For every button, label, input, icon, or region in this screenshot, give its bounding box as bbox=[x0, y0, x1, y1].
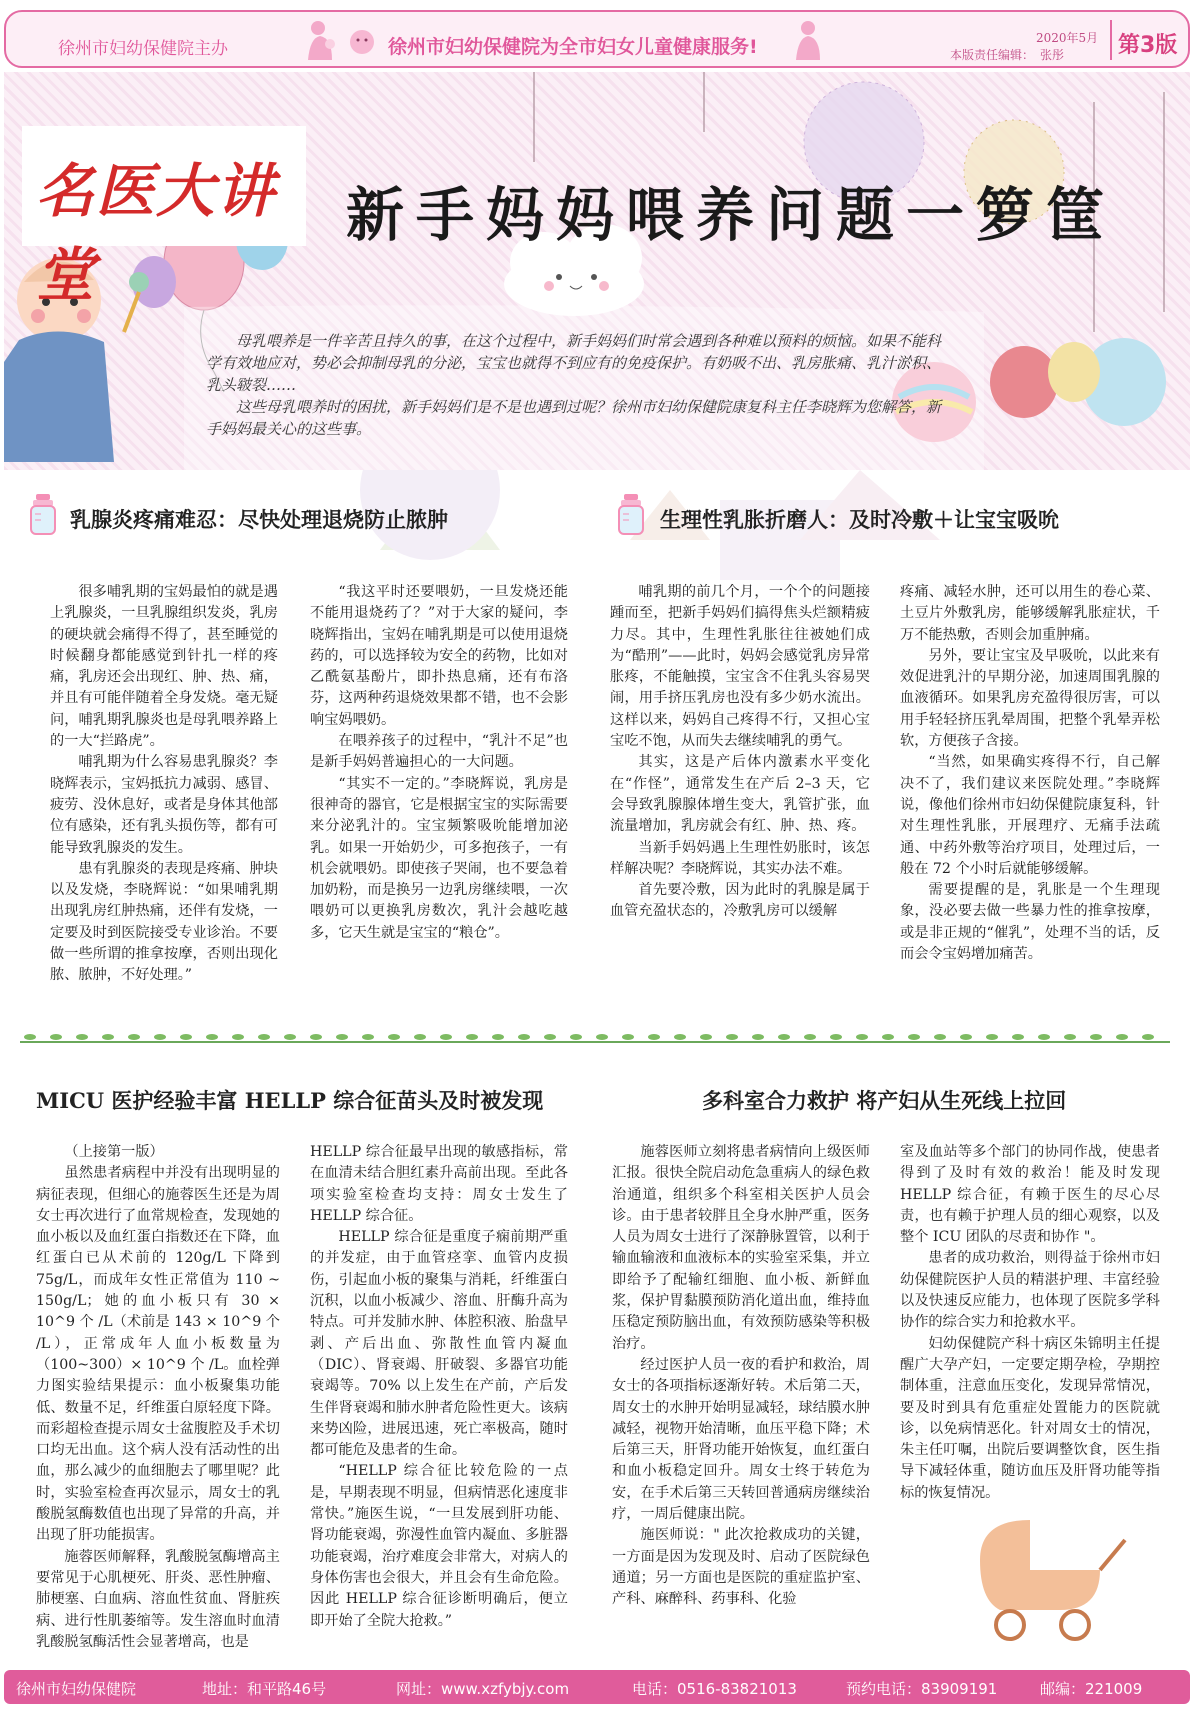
stroller-icon bbox=[960, 1500, 1140, 1650]
paragraph: 很多哺乳期的宝妈最怕的就是遇上乳腺炎，一旦乳腺组织发炎，乳房的硬块就会痛得不得了，甚至睡觉的时候翻身都能感觉到针扎一样的疼痛，乳房还会出现红、肿、热、痛，并且有可能伴随着全身发烧。毫无疑问，哺乳期乳腺炎也是母乳喂养路上的一大“拦路虎”。 bbox=[50, 584, 278, 750]
footer-booking-phone: 预约电话：83909191 bbox=[846, 1680, 998, 1698]
masthead-bar bbox=[4, 10, 1190, 68]
baby-bottle-icon bbox=[614, 492, 648, 536]
mother-baby-icon bbox=[788, 18, 828, 62]
paragraph: 施蓉医师立刻将患者病情向上级医师汇报。很快全院启动危急重病人的绿色救治通道，组织多个科室相关医护人员会诊。由于患者较胖且全身水肿严重，医务人员为周女士进行了深静脉置管，以利于输血输液和血液标本的实验室采集，并立即给予了配输红细胞、血小板、新鲜血浆，保护胃黏膜预防消化道出血，维持血压稳定预防脑出血，有效预防感染等积极治疗。 bbox=[612, 1144, 870, 1352]
paragraph: 需要提醒的是，乳胀是一个生理现象，没必要去做一些暴力性的推拿按摩，或是非正规的“催乳”，处理不当的话，反而会令宝妈增加痛苦。 bbox=[900, 882, 1160, 963]
paragraph: 哺乳期的前几个月，一个个的问题接踵而至，把新手妈妈们搞得焦头烂额精疲力尽。其中，生理性乳胀往往被她们成为“酷刑”——此时，妈妈会感觉乳房异常胀疼，不能触摸，宝宝含不住乳头容易哭闹，用手挤压乳房也没有多少奶水流出。这样以来，妈妈自己疼得不行，又担心宝宝吃不饱，从而失去继续哺乳的勇气。 bbox=[610, 584, 870, 750]
article-column bbox=[36, 1142, 280, 1653]
article-column bbox=[612, 1142, 870, 1611]
footer-address: 地址：和平路46号 bbox=[202, 1680, 327, 1698]
paragraph: 施蓉医师解释，乳酸脱氢酶增高主要常见于心肌梗死、肝炎、恶性肿瘤、肺梗塞、白血病、溶血性贫血、肾脏疾病、进行性肌萎缩等。发生溶血时血清乳酸脱氢酶活性会显著增高，也是 bbox=[36, 1548, 280, 1650]
feature-headline: 新手妈妈喂养问题一箩筐 bbox=[346, 181, 1117, 249]
column-brand-box bbox=[22, 126, 306, 309]
paragraph: 施医师说：" 此次抢救成功的关键，一方面是因为发现及时、启动了医院绿色通道；另一方面也是医院的重症监护室、产科、麻醉科、药事科、化验 bbox=[612, 1527, 870, 1608]
article-column bbox=[900, 582, 1160, 965]
paragraph: “我这平时还要喂奶，一旦发烧还能不能用退烧药了？”对于大家的疑问，李晓辉指出，宝妈在哺乳期是可以使用退烧药的，可以选择较为安全的药物，比如对乙酰氨基酚片，即扑热息痛，还有布洛芬，这两种药退烧效果都不错，也不会影响宝妈喂奶。 bbox=[310, 584, 568, 728]
paragraph: “其实不一定的。”李晓辉说，乳房是很神奇的器官，它是根据宝宝的实际需要来分泌乳汁的。宝宝频繁吸吮能增加泌乳。如果一开始奶少，可多抱孩子，一有机会就喂奶。即使孩子哭闹，也不要急着加奶粉，而是换另一边乳房继续喂，一次喂奶可以更换乳房数次，乳汁会越吃越多，它天生就是宝宝的“粮仓”。 bbox=[310, 775, 568, 941]
feature-banner bbox=[4, 72, 1190, 470]
edition-number: 第3版 bbox=[1118, 33, 1178, 58]
paragraph: 当新手妈妈遇上生理性奶胀时，该怎样解决呢？李晓辉说，其实办法不难。 bbox=[610, 839, 870, 877]
paragraph: “HELLP 综合征比较危险的一点是，早期表现不明显，但病情恶化速度非常快。”施医生说，“一旦发展到肝功能、肾功能衰竭，弥漫性血管内凝血、多脏器功能衰竭，治疗难度会非常大，对病人的身体伤害也会很大，并且会有生命危险。因此 HELLP 综合征诊断明确后，便立即开始了全院大抢救。” bbox=[310, 1463, 568, 1629]
issue-date: 2020年5月 bbox=[1036, 31, 1099, 45]
article-column bbox=[310, 1142, 568, 1632]
paragraph: 其实，这是产后体内激素水平变化在“作怪”，通常发生在产后 2–3 天，它会导致乳腺腺体增生变大，乳管扩张，血流量增加，乳房就会有红、肿、热、疼。 bbox=[610, 754, 870, 835]
section-title: 生理性乳胀折磨人：及时冷敷＋让宝宝吸吮 bbox=[660, 507, 1059, 532]
baby-bottle-icon bbox=[26, 492, 60, 536]
paragraph: 经过医护人员一夜的看护和救治，周女士的各项指标逐渐好转。术后第二天，周女士的水肿开始明显减轻，球结膜水肿减轻，视物开始清晰，血压平稳下降；术后第三天，肝肾功能开始恢复，血红蛋白和血小板稳定回升。周女士终于转危为安，在手术后第三天转回普通病房继续治疗，一周后健康出院。 bbox=[612, 1356, 870, 1523]
intro-paragraph: 母乳喂养是一件辛苦且持久的事，在这个过程中，新手妈妈们时常会遇到各种难以预料的烦恼。如果不能科学有效地应对，势必会抑制母乳的分泌，宝宝也就得不到应有的免疫保护。有奶吸不出、乳房胀痛、乳汁淤积、乳头皲裂…… bbox=[206, 332, 942, 394]
article-column bbox=[50, 582, 278, 987]
host-label: 徐州市妇幼保健院主办 bbox=[58, 39, 228, 59]
section-title: 多科室合力救护 将产妇从生死线上拉回 bbox=[702, 1088, 1067, 1113]
article-column bbox=[310, 582, 568, 944]
paragraph: （上接第一版） bbox=[64, 1144, 164, 1160]
intro-paragraph: 这些母乳喂养时的困扰，新手妈妈们是不是也遇到过呢？徐州市妇幼保健院康复科主任李晓辉为您解答，新手妈妈最关心的这些事。 bbox=[206, 398, 942, 438]
paragraph: 疼痛、减轻水肿，还可以用生的卷心菜、土豆片外敷乳房，能够缓解乳胀症状，千万不能热敷，否则会加重肿痛。 bbox=[900, 584, 1160, 643]
footer-hospital-name: 徐州市妇幼保健院 bbox=[16, 1680, 137, 1698]
paragraph: 虽然患者病程中并没有出现明显的病征表现，但细心的施蓉医生还是为周女士再次进行了血常规检查，发现她的血小板以及血红蛋白指数还在下降，血红蛋白已从术前的 120g/L 下降到 75g/L，而成年女性正常值为 110 ~ 150g/L；她的血小板只有 30 × 10^9 个 /L（术前是 143 × 10^9 个 /L），正常成年人血小板数量为（100~300）× 10^9 个 /L。血栓弹力图实验结果提示：血小板聚集功能低、数量不足，纤维蛋白原轻度下降。而彩超检查提示周女士盆腹腔及手术切口均无出血。这个病人没有活动性的出血，那么减少的血细胞去了哪里呢？此时，实验室检查再次显示，周女士的乳酸脱氢酶数值也出现了异常的升高，并出现了肝功能损害。 bbox=[36, 1165, 280, 1544]
slogan: 徐州市妇幼保健院为全市妇女儿童健康服务! bbox=[388, 36, 758, 58]
paragraph: HELLP 综合征最早出现的敏感指标，常在血清未结合胆红素升高前出现。至此各项实验室检查均支持：周女士发生了 HELLP 综合征。 bbox=[310, 1144, 568, 1224]
article-column bbox=[610, 582, 870, 923]
paragraph: 患有乳腺炎的表现是疼痛、肿块以及发烧，李晓辉说：“如果哺乳期出现乳房红肿热痛，还伴有发烧，一定要及时到医院接受专业诊治。不要做一些所谓的推拿按摩，否则出现化脓、脓肿，不好处理。” bbox=[50, 860, 278, 984]
paragraph: 妇幼保健院产科十病区朱锦明主任提醒广大孕产妇，一定要定期孕检，孕期控制体重，注意血压变化，发现异常情况，要及时到具有危重症处置能力的医院就诊，以免病情恶化。针对周女士的情况，朱主任叮嘱，出院后要调整饮食，医生指导下减轻体重，随访血压及肝肾功能等指标的恢复情况。 bbox=[900, 1335, 1160, 1501]
editor-credit: 本版责任编辑： 张彤 bbox=[950, 48, 1065, 62]
paragraph: 室及血站等多个部门的协同作战，使患者得到了及时有效的救治！能及时发现 HELLP 综合征，有赖于医生的尽心尽责，也有赖于护理人员的细心观察，以及整个 ICU 团队的尽责和协作 "。 bbox=[900, 1144, 1160, 1246]
paragraph: 另外，要让宝宝及早吸吮，以此来有效促进乳汁的早期分泌，加速周围乳腺的血液循环。如果乳房充盈得很厉害，可以用手轻轻挤压乳晕周围，把整个乳晕弄松软，方便孩子含接。 bbox=[900, 647, 1160, 750]
mother-baby-icon bbox=[302, 18, 342, 62]
baby-face-icon bbox=[342, 18, 382, 62]
section-title: MICU 医护经验丰富 HELLP 综合征苗头及时被发现 bbox=[36, 1088, 544, 1113]
divider bbox=[1110, 20, 1112, 60]
article-column bbox=[900, 1142, 1160, 1504]
footer-phone: 电话：0516-83821013 bbox=[632, 1680, 797, 1698]
footer-bar bbox=[4, 1670, 1190, 1704]
paragraph: HELLP 综合征是重度子痫前期严重的并发症，由于血管痉挛、血管内皮损伤，引起血小板的聚集与消耗，纤维蛋白沉积，以血小板减少、溶血、肝酶升高为特点。可并发肺水肿、体腔积液、胎盘早剥、产后出血、弥散性血管内凝血（DIC）、肾衰竭、肝破裂、多器官功能衰竭等。70% 以上发生在产前，产后发生伴肾衰竭和肺水肿者危险性更大。该病来势凶险，进展迅速，死亡率极高，随时都可能危及患者的生命。 bbox=[310, 1229, 568, 1459]
column-name: 名医大讲堂 bbox=[36, 157, 277, 309]
vine-divider bbox=[20, 1030, 1170, 1054]
paragraph: 首先要冷敷，因为此时的乳腺是属于血管充盈状态的，冷敷乳房可以缓解 bbox=[610, 882, 870, 920]
footer-postcode: 邮编：221009 bbox=[1040, 1680, 1143, 1698]
section-title: 乳腺炎疼痛难忍：尽快处理退烧防止脓肿 bbox=[70, 507, 448, 532]
feature-intro bbox=[206, 330, 951, 440]
paragraph: 哺乳期为什么容易患乳腺炎？李晓辉表示，宝妈抵抗力减弱、感冒、疲劳、没休息好，或者是身体其他部位有感染，还有乳头损伤等，都有可能导致乳腺炎的发生。 bbox=[50, 754, 278, 856]
paragraph: 患者的成功救治，则得益于徐州市妇幼保健院医护人员的精湛护理、丰富经验以及快速反应能力，也体现了医院多学科协作的综合实力和抢救水平。 bbox=[900, 1250, 1160, 1331]
paragraph: 在喂养孩子的过程中，“乳汁不足”也是新手妈妈普遍担心的一大问题。 bbox=[310, 733, 568, 771]
paragraph: “当然，如果确实疼得不行，自己解决不了，我们建议来医院处理。”李晓辉说，像他们徐州市妇幼保健院康复科，针对生理性乳胀，开展理疗、无痛手法疏通、中药外敷等治疗项目，处理过后，一般在 72 个小时后就能够缓解。 bbox=[900, 754, 1160, 877]
footer-website[interactable]: 网址：www.xzfybjy.com bbox=[396, 1680, 570, 1698]
